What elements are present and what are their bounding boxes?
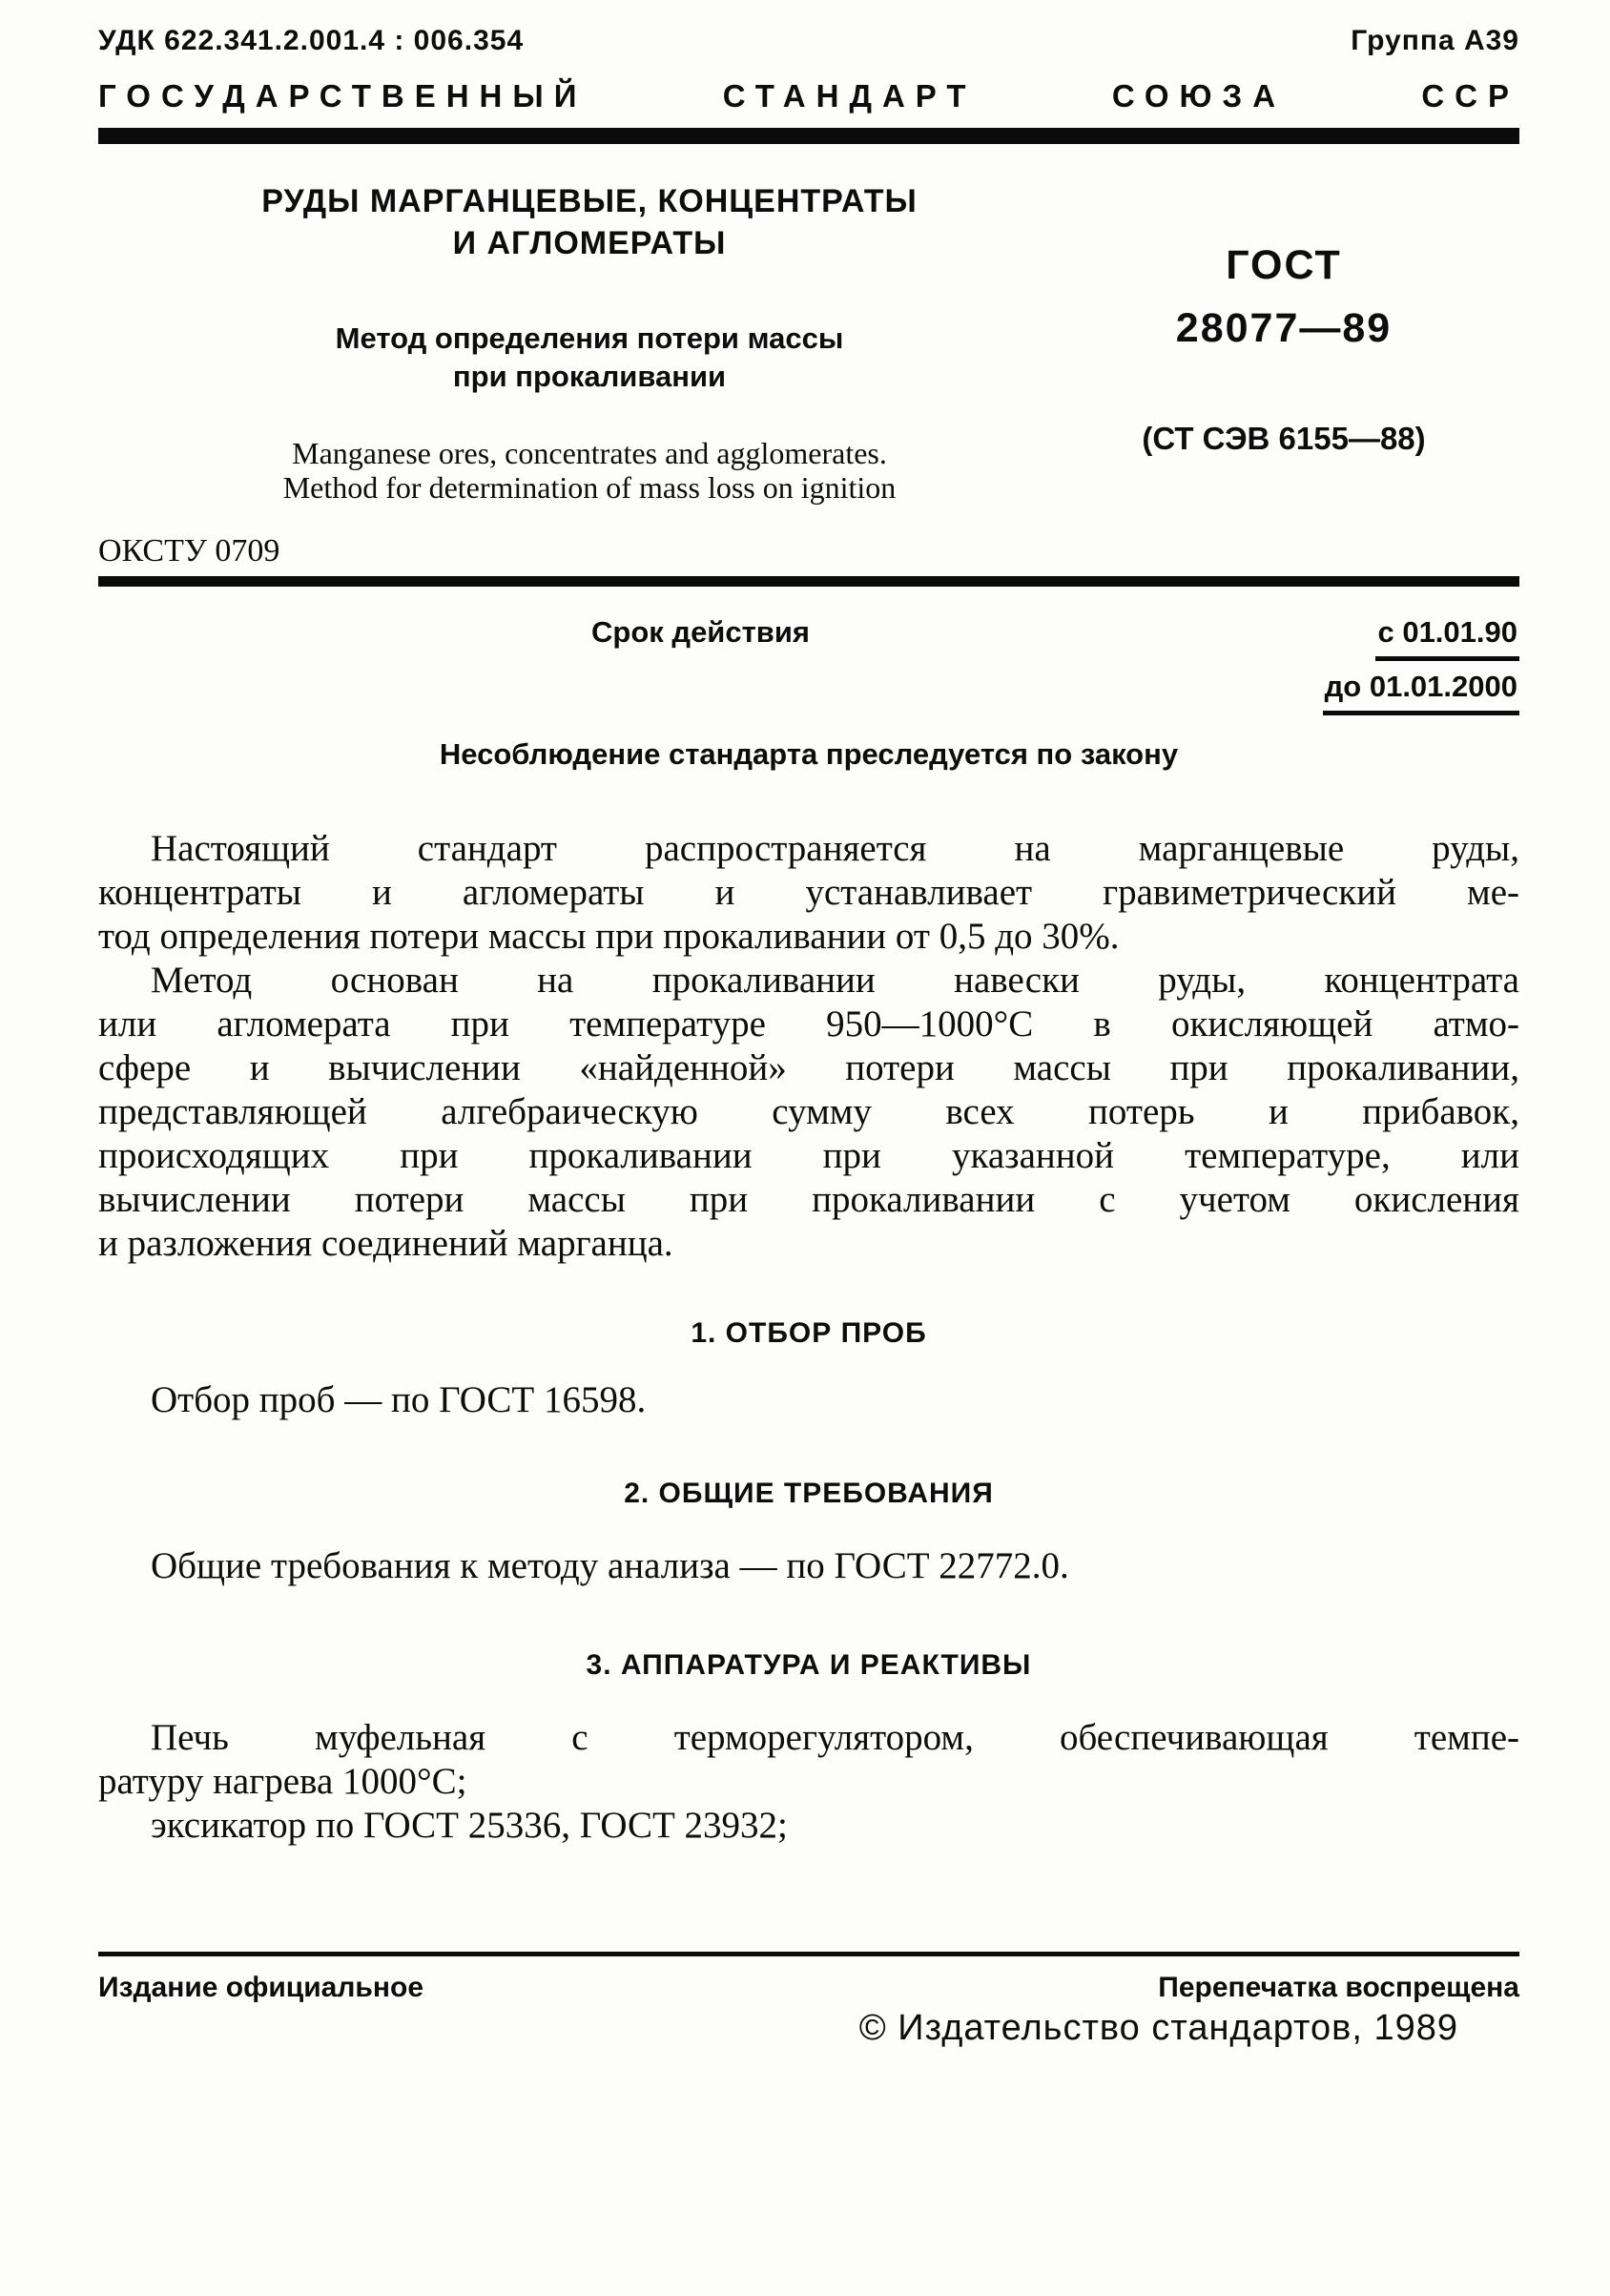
document-title-line: И АГЛОМЕРАТЫ [452,225,727,261]
validity-to-row [1323,670,1519,715]
section-2-paragraph [98,1544,1519,1588]
english-title-line: Manganese ores, concentrates and agglomerates. [292,436,887,470]
section-heading-1: 1. ОТБОР ПРОБ [691,1317,927,1349]
body-line: Отбор проб — по ГОСТ 16598. [151,1379,647,1420]
title-right-column [1081,180,1519,505]
body-line: ратуру нагрева 1000°С; [98,1761,467,1802]
state-standard-word: ГОСУДАРСТВЕННЫЙ [98,78,588,114]
okstu-code: ОКСТУ 0709 [98,533,280,569]
state-standard-word: СОЮЗА [1111,78,1287,114]
group-label: Группа А39 [1351,25,1519,56]
section-heading-3: 3. АППАРАТУРА И РЕАКТИВЫ [586,1649,1032,1681]
body-line: Общие требования к методу анализа — по ГОСТ 22772.0. [151,1545,1069,1586]
intro-paragraph [98,959,1519,1266]
body-line: Печь муфельная с терморегулятором, обеспечивающая темпе- [151,1717,1519,1758]
body-line: представляющей алгебраическую сумму всех потерь и прибавок, [98,1091,1519,1132]
section-3-paragraph [98,1716,1519,1804]
intro-text [98,827,1519,1266]
section-heading-2: 2. ОБЩИЕ ТРЕБОВАНИЯ [624,1478,994,1509]
gost-designation [1081,234,1487,360]
document-subtitle-line: при прокаливании [452,360,727,393]
top-rule [98,128,1519,144]
document-subtitle [98,320,1081,396]
sev-reference: (СТ СЭВ 6155—88) [1142,421,1426,456]
document-title [98,180,1081,264]
footer-row [98,1972,1519,2004]
reprint-prohibited-label: Перепечатка воспрещена [1158,1972,1519,2003]
validity-to: до 01.01.2000 [1323,670,1519,715]
state-standard-word: СТАНДАРТ [722,78,977,114]
document-title-line: РУДЫ МАРГАНЦЕВЫЕ, КОНЦЕНТРАТЫ [261,183,918,219]
body-line: и разложения соединений марганца. [98,1223,673,1264]
mid-rule [98,576,1519,587]
validity-block [98,615,1519,724]
body-line: эксикатор по ГОСТ 25336, ГОСТ 23932; [151,1805,788,1846]
state-standard-title [98,78,1519,114]
official-edition-label: Издание официальное [98,1972,424,2003]
udk-number: УДК 622.341.2.001.4 : 006.354 [98,25,525,56]
title-left-column [98,180,1081,505]
document-header [98,25,1519,57]
title-section [98,180,1519,505]
english-title [98,436,1081,505]
law-notice: Несоблюдение стандарта преследуется по закону [439,737,1179,771]
body-line: сфере и вычислении «найденной» потери массы при прокаливании, [98,1047,1519,1088]
state-standard-word: ССР [1421,78,1519,114]
body-line: происходящих при прокаливании при указанной температуре, или [98,1135,1519,1176]
validity-from: с 01.01.90 [1375,615,1519,661]
section-1-paragraph [98,1378,1519,1422]
english-title-line: Method for determination of mass loss on ignition [282,470,897,505]
body-line: Настоящий стандарт распространяется на марганцевые руды, [151,828,1519,869]
section-3-paragraph [98,1804,1519,1848]
gost-designation-line: ГОСТ [1226,242,1342,288]
body-line: вычислении потери массы при прокаливании с учетом окисления [98,1179,1519,1220]
body-line: или агломерата при температуре 950—1000°С в окисляющей атмо- [98,1003,1519,1045]
gost-designation-line: 28077—89 [1175,305,1393,351]
document-subtitle-line: Метод определения потери массы [335,321,844,355]
validity-from-row [1323,615,1519,661]
validity-dates [1323,615,1519,724]
body-line: тод определения потери массы при прокаливании от 0,5 до 30%. [98,916,1120,957]
page-footer [98,1952,1519,2049]
validity-label: Срок действия [591,615,810,649]
footer-rule [98,1952,1519,1956]
copyright-notice: © Издательство стандартов, 1989 [858,2008,1458,2048]
body-line: концентраты и агломераты и устанавливает гравиметрический ме- [98,872,1519,913]
body-line: Метод основан на прокаливании навески руды, концентрата [151,960,1519,1001]
intro-paragraph [98,827,1519,959]
